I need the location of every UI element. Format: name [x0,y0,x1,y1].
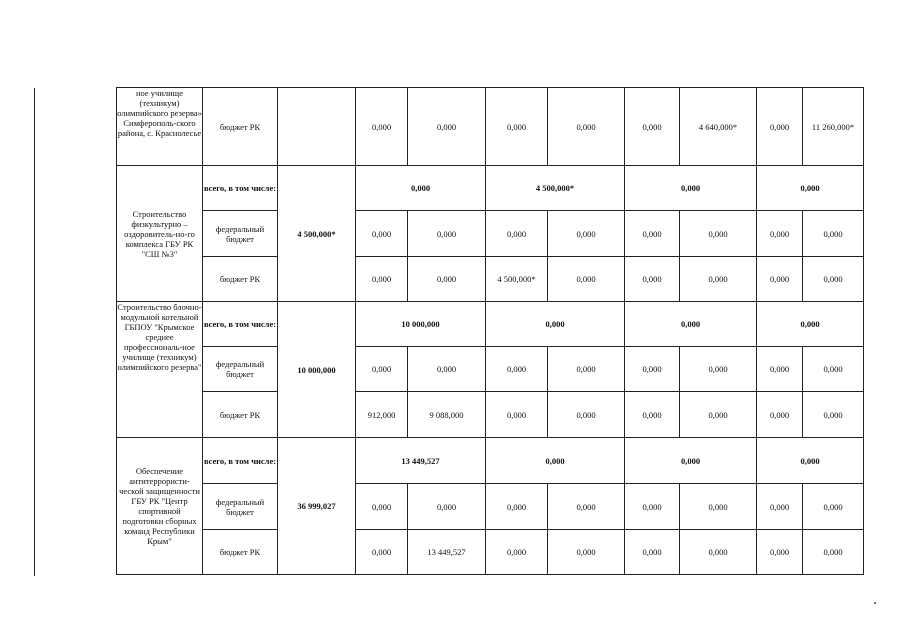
value-cell: 0,000 [408,257,486,302]
value-cell: 4 640,000* [680,88,757,166]
value-cell: 13 449,527 [408,530,486,575]
value-cell: 0,000 [757,484,803,530]
value-cell: 0,000 [757,257,803,302]
value-cell: 0,000 [356,347,408,392]
value-cell: 0,000 [356,88,408,166]
total-cell: 4 500,000* [278,166,356,302]
value-cell: 0,000 [548,211,625,257]
funding-source-cell: федеральный бюджет [203,347,278,392]
value-cell: 0,000 [625,484,680,530]
year-total-cell: 0,000 [757,302,864,347]
value-cell: 0,000 [486,211,548,257]
value-cell: 0,000 [625,392,680,438]
value-cell: 4 500,000* [486,257,548,302]
value-cell: 0,000 [625,257,680,302]
year-total-cell: 0,000 [757,166,864,211]
value-cell: 9 088,000 [408,392,486,438]
value-cell: 0,000 [803,257,864,302]
value-cell: 0,000 [803,211,864,257]
year-total-cell: 0,000 [625,166,757,211]
value-cell: 0,000 [757,347,803,392]
funding-source-cell: всего, в том числе: [203,438,278,484]
event-name-cell: Строительство физкультурно – оздоровитель-но-го комплекса ГБУ РК "СШ №3" [117,166,203,302]
value-cell: 0,000 [680,211,757,257]
year-total-cell: 0,000 [486,302,625,347]
table-row [117,530,864,575]
value-cell: 0,000 [757,211,803,257]
margin-line [34,88,35,576]
funding-source-cell: бюджет РК [203,392,278,438]
value-cell: 0,000 [486,347,548,392]
budget-table [116,87,864,575]
value-cell: 0,000 [408,347,486,392]
funding-source-cell: бюджет РК [203,530,278,575]
value-cell: 0,000 [803,484,864,530]
value-cell: 0,000 [548,347,625,392]
table-row [117,347,864,392]
value-cell: 0,000 [548,530,625,575]
funding-source-cell: бюджет РК [203,88,278,166]
total-cell: 36 999,027 [278,438,356,575]
value-cell: 0,000 [803,347,864,392]
year-total-cell: 4 500,000* [486,166,625,211]
table-row [117,392,864,438]
table-row [117,438,864,484]
funding-source-cell: федеральный бюджет [203,211,278,257]
value-cell: 0,000 [680,347,757,392]
value-cell: 11 260,000* [803,88,864,166]
value-cell: 0,000 [356,530,408,575]
table-row [117,88,864,166]
value-cell: 0,000 [757,392,803,438]
funding-source-cell: бюджет РК [203,257,278,302]
value-cell: 0,000 [548,392,625,438]
event-name-cell: Строительство блочно-модульной котельной ГБПОУ "Крымское среднее профессиональ-ное училище (техникум) олимпийского резерва" [117,302,203,438]
value-cell: 0,000 [680,484,757,530]
table-row [117,166,864,211]
year-total-cell: 0,000 [356,166,486,211]
total-cell [278,88,356,166]
value-cell: 0,000 [356,484,408,530]
year-total-cell: 0,000 [625,438,757,484]
event-name-cell: Обеспечение антитеррористи-ческой защищенности ГБУ РК "Центр спортивной подготовки сборных команд Республики Крым" [117,438,203,575]
total-cell: 10 000,000 [278,302,356,438]
funding-source-cell: федеральный бюджет [203,484,278,530]
value-cell: 0,000 [486,484,548,530]
page-speck [874,602,876,604]
value-cell: 0,000 [803,392,864,438]
value-cell: 0,000 [486,530,548,575]
value-cell: 0,000 [408,211,486,257]
value-cell: 0,000 [803,530,864,575]
table-row [117,211,864,257]
value-cell: 0,000 [680,392,757,438]
funding-source-cell: всего, в том числе: [203,302,278,347]
value-cell: 0,000 [548,88,625,166]
value-cell: 0,000 [680,530,757,575]
value-cell: 0,000 [486,392,548,438]
table-row [117,484,864,530]
value-cell: 0,000 [408,88,486,166]
funding-source-cell: всего, в том числе: [203,166,278,211]
value-cell: 0,000 [625,530,680,575]
year-total-cell: 10 000,000 [356,302,486,347]
value-cell: 0,000 [408,484,486,530]
value-cell: 0,000 [757,530,803,575]
value-cell: 0,000 [625,347,680,392]
value-cell: 0,000 [356,257,408,302]
table-row [117,257,864,302]
year-total-cell: 0,000 [486,438,625,484]
table-row [117,302,864,347]
event-name-cell: ное училище (техникум) олимпийского резерва» Симферополь-ского района, с. Краснолесье [117,88,203,166]
value-cell: 0,000 [680,257,757,302]
year-total-cell: 13 449,527 [356,438,486,484]
year-total-cell: 0,000 [625,302,757,347]
value-cell: 0,000 [625,211,680,257]
value-cell: 0,000 [548,484,625,530]
value-cell: 0,000 [356,211,408,257]
value-cell: 0,000 [757,88,803,166]
year-total-cell: 0,000 [757,438,864,484]
value-cell: 912,000 [356,392,408,438]
value-cell: 0,000 [548,257,625,302]
value-cell: 0,000 [625,88,680,166]
value-cell: 0,000 [486,88,548,166]
